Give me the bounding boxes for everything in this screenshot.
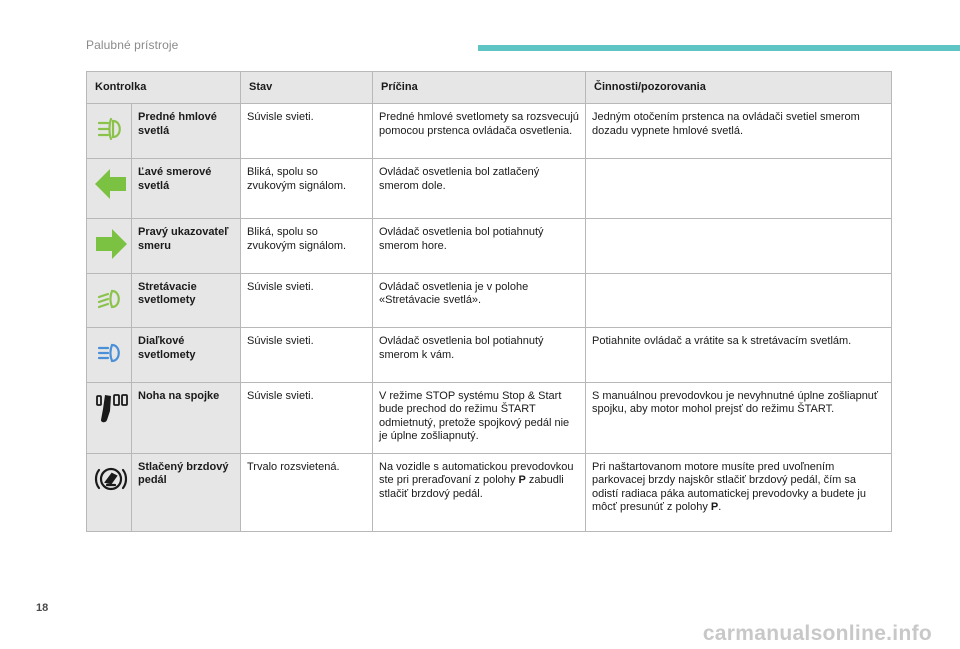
header-accent-bar bbox=[478, 45, 960, 51]
table-row bbox=[87, 219, 892, 274]
cause-text: Na vozidle s automatickou prevodovkou ste pri preraďovaní z polohy bbox=[379, 460, 574, 486]
lamp-action bbox=[586, 159, 892, 219]
table-row bbox=[87, 382, 892, 453]
lamp-name: Noha na spojke bbox=[132, 382, 241, 453]
table-header-row bbox=[87, 72, 892, 104]
right-turn-arrow-icon bbox=[93, 226, 129, 262]
lamp-action: S manuálnou prevodovkou je nevyhnutné úplne zošliapnuť spojku, aby motor mohol prejsť do režimu ŠTART. bbox=[586, 382, 892, 453]
warning-lamps-table bbox=[86, 71, 892, 532]
column-header-pricina: Príčina bbox=[373, 72, 586, 104]
table-row bbox=[87, 159, 892, 219]
lamp-action: Jedným otočením prstenca na ovládači svetiel smerom dozadu vypnete hmlové svetlá. bbox=[586, 104, 892, 159]
gear-position-p: P bbox=[518, 474, 526, 486]
lamp-cause: Predné hmlové svetlomety sa rozsvecujú pomocou prstenca ovládača osvetlenia. bbox=[373, 104, 586, 159]
table-row bbox=[87, 453, 892, 531]
lamp-cause bbox=[373, 453, 586, 531]
lamp-cause: Ovládač osvetlenia je v polohe «Stretávacie svetlá». bbox=[373, 273, 586, 328]
lamp-name: Pravý ukazovateľ smeru bbox=[132, 219, 241, 274]
lamp-action: Potiahnite ovládač a vrátite sa k stretávacím svetlám. bbox=[586, 328, 892, 383]
foot-on-clutch-icon bbox=[93, 390, 129, 426]
table-row bbox=[87, 104, 892, 159]
table-row bbox=[87, 273, 892, 328]
front-fog-lamp-icon bbox=[93, 111, 129, 147]
left-turn-arrow-icon bbox=[93, 166, 129, 202]
lamp-name: Ľavé smerové svetlá bbox=[132, 159, 241, 219]
table-row bbox=[87, 328, 892, 383]
lamp-name: Stretávacie svetlomety bbox=[132, 273, 241, 328]
low-beam-icon bbox=[93, 281, 129, 317]
gear-position-p: P bbox=[710, 501, 719, 513]
column-header-cinnosti: Činnosti/pozorovania bbox=[586, 72, 892, 104]
lamp-state: Bliká, spolu so zvukovým signálom. bbox=[241, 219, 373, 274]
lamp-cause: V režime STOP systému Stop & Start bude prechod do režimu ŠTART odmietnutý, pretože spojkový pedál nie je úplne zošliapnutý. bbox=[373, 382, 586, 453]
action-text: . bbox=[718, 501, 722, 513]
lamp-action bbox=[586, 453, 892, 531]
high-beam-icon bbox=[93, 335, 129, 371]
lamp-state: Súvisle svieti. bbox=[241, 382, 373, 453]
action-text: Pri naštartovanom motore musíte pred uvoľnením parkovacej brzdy najskôr stlačiť brzdový pedál, čím sa odistí radiaca páka automatickej prevodovky a budete ju môcť presunúť z polohy bbox=[592, 460, 866, 513]
lamp-state: Súvisle svieti. bbox=[241, 328, 373, 383]
lamp-state: Bliká, spolu so zvukovým signálom. bbox=[241, 159, 373, 219]
watermark: carmanualsonline.info bbox=[702, 621, 932, 645]
cause-text: zabudli stlačiť brzdový pedál. bbox=[379, 474, 564, 500]
lamp-state: Súvisle svieti. bbox=[241, 104, 373, 159]
brake-pedal-icon bbox=[93, 461, 129, 497]
lamp-name: Diaľkové svetlomety bbox=[132, 328, 241, 383]
lamp-action bbox=[586, 273, 892, 328]
lamp-name: Predné hmlové svetlá bbox=[132, 104, 241, 159]
lamp-cause: Ovládač osvetlenia bol potiahnutý smerom k vám. bbox=[373, 328, 586, 383]
lamp-action bbox=[586, 219, 892, 274]
column-header-stav: Stav bbox=[241, 72, 373, 104]
lamp-cause: Ovládač osvetlenia bol potiahnutý smerom hore. bbox=[373, 219, 586, 274]
lamp-name: Stlačený brzdový pedál bbox=[132, 453, 241, 531]
section-title: Palubné prístroje bbox=[86, 38, 179, 52]
lamp-state: Trvalo rozsvietená. bbox=[241, 453, 373, 531]
lamp-state: Súvisle svieti. bbox=[241, 273, 373, 328]
page-number: 18 bbox=[36, 602, 49, 614]
lamp-cause: Ovládač osvetlenia bol zatlačený smerom dole. bbox=[373, 159, 586, 219]
column-header-kontrolka: Kontrolka bbox=[87, 72, 241, 104]
